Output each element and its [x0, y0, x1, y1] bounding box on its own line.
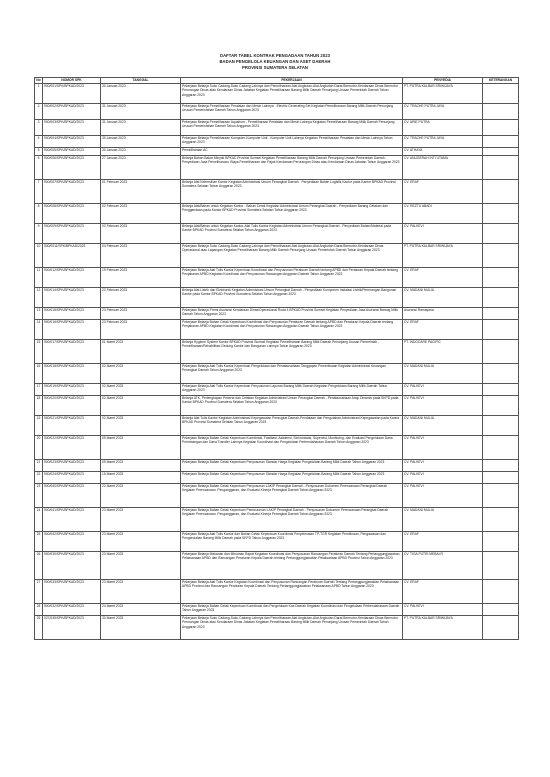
cell-nomor-spk: 900/022/SPK/BPKAD/2023 — [43, 436, 101, 460]
cell-penyedia: CV. MADANI MULIA — [403, 416, 483, 436]
cell-tanggal: 02 Maret 2023 — [101, 364, 181, 384]
cell-tanggal: 04 Februari 2023 — [101, 244, 181, 268]
cell-no: 1 — [35, 84, 43, 104]
cell-nomor-spk: 900/014/SPK/BPKAD/2023 — [43, 288, 101, 308]
table-row — [35, 104, 519, 120]
cell-nomor-spk: 900/018/SPK/BPKAD/2023 — [43, 364, 101, 384]
cell-tanggal: 09 Maret 2023 — [101, 436, 181, 460]
cell-keterangan — [483, 180, 519, 204]
cell-pekerjaan: Belanja Alat Listrik dan Elektronik Kegiatan Administrasi Umum Perangkat Daerah - Penyediaan Komponen Instalasi Listrik/Penerangan Bangunan Kantor pada Kantor BPKAD Provinsi Sumatera Selatan Tahun Anggaran 2023 — [181, 288, 403, 308]
cell-no: 21 — [35, 460, 43, 472]
cell-pekerjaan: Pekerjaan Belanja Bahan Cetak Kepentuan Penyusunan Standar Harga Kegiatan Pengelolaan Barang Milik Daerah Tahun Anggaran 2023 — [181, 472, 403, 484]
cell-pekerjaan: Belanja ATK, Perlengkapan Peserta dan Cetakan Kegiatan Administrasi Umum Perangkat Daerah - Penatausahaan Arsip Dinamis pada SKPD pada Kantor BPKAD Provinsi Sumatera Selatan Tahun Anggaran 2023 — [181, 396, 403, 416]
table-row — [35, 396, 519, 416]
cell-no: 28 — [35, 604, 43, 616]
cell-tanggal: 23 Maret 2023 — [101, 508, 181, 532]
cell-penyedia: CV. TRACHE PUTRA JAYA — [403, 136, 483, 148]
cell-nomor-spk: 900/017/SPK/BPKAD/2023 — [43, 340, 101, 364]
col-header-penyedia: PENYEDIA — [403, 78, 483, 84]
cell-pekerjaan: Belanja Alat/Bahan untuk Kegiatan Kantor-Alat Tulis Kantor Kegiatan Administrasi Umum Perangkat Daerah - Penyediaan Bahan/Material pada Kantor BPKAD Provinsi Sumatera Selatan Tahun Anggaran 2023 — [181, 224, 403, 244]
cell-keterangan — [483, 224, 519, 244]
cell-tanggal: 27 Januari 2023 — [101, 156, 181, 180]
cell-nomor-spk: 900/004/SPK/BPKAD/2023 — [43, 136, 101, 148]
cell-penyedia: CV. PALKEVI — [403, 460, 483, 472]
cell-no: 5 — [35, 148, 43, 156]
cell-keterangan — [483, 532, 519, 552]
cell-penyedia: Asuransi Ramayana — [403, 308, 483, 320]
cell-keterangan — [483, 288, 519, 308]
header-agency: BADAN PENGELOLA KEUANGAN DAN ASET DAERAH — [219, 59, 331, 64]
cell-penyedia: CV. ERAF — [403, 180, 483, 204]
contract-table — [34, 77, 519, 640]
cell-nomor-spk: 900/007/SPK/BPKAD/2023 — [43, 180, 101, 204]
cell-pekerjaan: Pekerjaan Belanja Premi Asuransi Kendaraan Dinas/Operasional Roda 4 BPKAD Provinsi Sumsel Kegiatan Penyediaan Jasa Asuransi Barang Milik Daerah Tahun Anggaran 2023 — [181, 308, 403, 320]
cell-no: 9 — [35, 224, 43, 244]
table-row — [35, 148, 519, 156]
cell-pekerjaan: Belanja Bahan Bakar Minyak BPKAD Provinsi Sumsel Kegiatan Pemeliharaan Barang Milik Daerah Penunjang Urusan Pemerintah Daerah - Penyediaan Jasa Pemeliharaan, Biaya Pemeliharaan dan Pajak Kendaraan Perorangan Dinas atau Kendaraan Dinas Jabatan Tahun Anggaran 2023 — [181, 156, 403, 180]
cell-no: 24 — [35, 508, 43, 532]
cell-pekerjaan: Pekerjaan Belanja Alat Tulis Kantor Kepentuan Koordinasi dan Penyusunan Peraturan Daerah tentang APBD dan Peraturan Kepala Daerah tentang Penjabaran APBD Kegiatan Koordinasi dan Penyusunan Rancangan Anggaran Daerah Tahun Anggaran 2023 — [181, 268, 403, 288]
cell-tanggal: 09 Maret 2023 — [101, 460, 181, 472]
cell-penyedia: CV. MADANI MULIA — [403, 508, 483, 532]
cell-nomor-spk: 900/024/SPK/BPKAD/2023 — [43, 472, 101, 484]
cell-keterangan — [483, 460, 519, 472]
cell-penyedia: CV. ERAF — [403, 268, 483, 288]
cell-pekerjaan: Belanja Alat Kebersihan Kantor Kegiatan Administrasi Umum Perangkat Daerah - Penyediaan Bahan Logistik Kantor pada Kantor BPKAD Provinsi Sumatera Selatan Tahun Anggaran 2023 — [181, 180, 403, 204]
table-row — [35, 472, 519, 484]
cell-keterangan — [483, 396, 519, 416]
cell-penyedia: CV. TRACHE PUTRA JAYA — [403, 104, 483, 120]
cell-keterangan — [483, 416, 519, 436]
cell-pekerjaan: Pemeliharaan AC — [181, 148, 403, 156]
cell-pekerjaan: Pekerjaan Belanja Pemeliharaan Peralatan dan Mesin Lainnya - Electric Generating Set Kegiatan Pemeliharaan Barang Milik Daerah Penunjang Urusan Pemerintahan Daerah Tahun Anggaran 2023 — [181, 104, 403, 120]
cell-keterangan — [483, 436, 519, 460]
cell-penyedia: PT. PUTRA KALBAR SRIWIJAYA — [403, 616, 483, 640]
cell-tanggal: 31 Januari 2023 — [101, 104, 181, 120]
cell-keterangan — [483, 616, 519, 640]
cell-penyedia: PT. PUTRA KALBAR SRIWIJAYA — [403, 244, 483, 268]
table-row — [35, 320, 519, 340]
cell-no: 11 — [35, 268, 43, 288]
table-row — [35, 156, 519, 180]
cell-no: 8 — [35, 204, 43, 224]
cell-nomor-spk: 900/042/SPK/BPKAD/2023 — [43, 532, 101, 552]
header-province: PROVINSI SUMATERA SELATAN — [241, 65, 308, 70]
cell-tanggal: 01 Februari 2023 — [101, 180, 181, 204]
table-row — [35, 436, 519, 460]
cell-pekerjaan: Pekerjaan Belanja Alat Tulis Kantor Kegiatan Koordinasi dan Penyusunan Rancangan Peraturan Daerah Tentang Pertanggungjawaban Pelaksanaan APBD Provinsi dan Rancangan Peraturan Kepala Daerah Tentang Pertanggungjawaban Pelaksanaan APBD Tahun Anggaran 2023 — [181, 580, 403, 604]
cell-pekerjaan: Pekerjaan Belanja Bahan Cetak Kepentuan Koordinasi dan Penyusunan Peraturan Daerah tentang APBD dan Peraturan Kepala Daerah tentang Penjabaran APBD Kegiatan Koordinasi dan Penyusunan Rancangan Anggaran Daerah Tahun Anggaran 2023 — [181, 320, 403, 340]
cell-keterangan — [483, 552, 519, 580]
table-row — [35, 460, 519, 472]
cell-pekerjaan: Belanja Alat/Bahan untuk Kegiatan Kantor - Bahan Cetak Kegiatan Administrasi Umum Perangkat Daerah - Penyediaan Barang Cetakan dan Penggandaan pada Kantor BPKAD Provinsi Sumatera Selatan Tahun Anggaran 2023 — [181, 204, 403, 224]
cell-tanggal: 15 Maret 2023 — [101, 472, 181, 484]
cell-keterangan — [483, 508, 519, 532]
cell-no: 18 — [35, 396, 43, 416]
cell-pekerjaan: Pekerjaan Belanja Bahan Cetak Kepentuan Koordinasi, Fasilitasi, Asistensi, Sinkronisasi, Supervisi, Monitoring, dan Evaluasi Pengelolaan Dana Perimbangan dan Dana Transfer Lainnya Kegiatan Koordinasi dan Pengelolaan Perbendaharaan Daerah Tahun Anggaran 2023 — [181, 436, 403, 460]
cell-penyedia: CV. MADANI MULIA — [403, 364, 483, 384]
cell-nomor-spk: 900/0011/SPK/BPKAD/2023 — [43, 244, 101, 268]
cell-keterangan — [483, 104, 519, 120]
cell-tanggal: 02 Maret 2023 — [101, 416, 181, 436]
cell-keterangan — [483, 244, 519, 268]
cell-penyedia: CV. ARIE PUTRA — [403, 120, 483, 136]
cell-no: 16 — [35, 364, 43, 384]
table-row — [35, 604, 519, 616]
col-header-tanggal: TANGGAL — [101, 78, 181, 84]
cell-no: 12 — [35, 288, 43, 308]
cell-no: 14 — [35, 320, 43, 340]
cell-tanggal: 02 Maret 2023 — [101, 396, 181, 416]
cell-tanggal: 02 Februari 2023 — [101, 224, 181, 244]
cell-pekerjaan: Pekerjaan Belanja Bahan Cetak Kepentuan Penyusunan Standar Harga Kegiatan Pengelolaan Barang Milik Daerah Tahun Anggaran 2023 — [181, 460, 403, 472]
cell-pekerjaan: Belanja Alat Tulis Kantor Kegiatan Administrasi Kepegawaian Perangkat Daerah-Pendataan dan Pengolahan Administrasi Kepegawaian pada Kantor BPKAD Provinsi Sumatera Selatan Tahun Anggaran 2023 — [181, 416, 403, 436]
cell-tanggal: 30 Januari 2023 — [101, 148, 181, 156]
cell-penyedia: CV. PALKEVI — [403, 384, 483, 396]
cell-nomor-spk: 900/040/SPK/BPKAD/2023 — [43, 484, 101, 508]
cell-pekerjaan: Pekerjaan Belanja Bahan Cetak Kepentuan Koordinasi dan Pengelolaan Kas Daerah Kegiatan Koordinasi dan Pengelolaan Perbendaharaan Daerah Tahun Anggaran 2023 — [181, 604, 403, 616]
table-row — [35, 416, 519, 436]
cell-pekerjaan: Pekerjaan Belanja Makanan dan Minuman Rapat Kegiatan Koordinasi dan Penyusunan Rancangan Peraturan Daerah Tentang Pertanggungjawaban Pelaksanaan APBD dan Rancangan Peraturan Kepala Daerah tentang Pertanggungjawaban Pelaksanaan APBD Provinsi Tahun Anggaran 2023 — [181, 552, 403, 580]
cell-no: 26 — [35, 552, 43, 580]
cell-penyedia: CV. ANUGERAH INTI UTAMA — [403, 156, 483, 180]
cell-no: 10 — [35, 244, 43, 268]
cell-nomor-spk: 900/001/SPK/BPKAD/2023 — [43, 84, 101, 104]
table-row — [35, 484, 519, 508]
cell-nomor-spk: 900/033/SPK/BPKAD/2023 — [43, 580, 101, 604]
table-row — [35, 120, 519, 136]
cell-pekerjaan: Belanja Hygiene System Kantor BPKAD Provinsi Sumsel Kegiatan Pemeliharaan Barang Milik Daerah Penunjang Urusan Pemerintah - Pemeliharaan/Rehabilitasi Gedung Kantor dan Bangunan Lainnya Tahun Anggaran 2023 — [181, 340, 403, 364]
cell-nomor-spk: 900/008/SPK/BPKAD/2023 — [43, 204, 101, 224]
cell-pekerjaan: Pekerjaan Belanja Bahan Cetak Kepentuan Penyusunan LAKIP Perangkat Daerah - Penyusunan Dokumen Perencanaan Perangkat Daerah Kegiatan Perencanaan, Penganggaran, dan Evaluasi Kinerja Perangkat Daerah Tahun Anggaran 2023 — [181, 484, 403, 508]
cell-nomor-spk: 900/023/SPK/BPKAD/2023 — [43, 460, 101, 472]
cell-tanggal: 23 Maret 2023 — [101, 552, 181, 580]
table-row — [35, 340, 519, 364]
cell-keterangan — [483, 136, 519, 148]
cell-nomor-spk: 900/009/SPK/BPKAD/2023 — [43, 224, 101, 244]
cell-tanggal: 30 Maret 2023 — [101, 616, 181, 640]
cell-no: 27 — [35, 580, 43, 604]
cell-keterangan — [483, 156, 519, 180]
cell-penyedia: CV. PALKEVI — [403, 396, 483, 416]
cell-no: 6 — [35, 156, 43, 180]
cell-penyedia: CV. PALKEVI — [403, 224, 483, 244]
cell-keterangan — [483, 484, 519, 508]
cell-pekerjaan: Pekerjaan Belanja Alat Tulis Kantor dan Bahan Cetak Kepentuan Koordinasi Penyelesaian TP-TGR Kegiatan Pembinaan, Pengawasan dan Pengendalian Barang Milik Daerah pada SKPD Tahun Anggaran 2023 — [181, 532, 403, 552]
cell-tanggal: 22 Februari 2023 — [101, 288, 181, 308]
cell-no: 23 — [35, 484, 43, 508]
table-row — [35, 268, 519, 288]
cell-penyedia: PT. PUTRA KALBAR SRIWIJAYA — [403, 84, 483, 104]
table-row — [35, 288, 519, 308]
table-row — [35, 384, 519, 396]
cell-tanggal: 23 Februari 2023 — [101, 308, 181, 320]
cell-nomor-spk: 027/035/SPK/BPKAD/2023 — [43, 616, 101, 640]
cell-no: 29 — [35, 616, 43, 640]
table-row — [35, 180, 519, 204]
cell-nomor-spk: 900/002/SPK/BPKAD/2023 — [43, 104, 101, 120]
cell-tanggal: 01 Maret 2023 — [101, 340, 181, 364]
cell-keterangan — [483, 268, 519, 288]
cell-keterangan — [483, 340, 519, 364]
cell-tanggal: 02 Februari 2023 — [101, 204, 181, 224]
col-header-no: No — [36, 78, 41, 83]
cell-keterangan — [483, 84, 519, 104]
cell-keterangan — [483, 148, 519, 156]
cell-tanggal: 19 Februari 2023 — [101, 268, 181, 288]
cell-penyedia: CV. ERAF — [403, 532, 483, 552]
cell-no: 13 — [35, 308, 43, 320]
cell-pekerjaan: Pekerjaan Belanja Alat Tulis Kantor Kepentuan Penyusunan Laporan Barang Milik Daerah Kegiatan Pengelolaan Barang Milik Daerah Tahun Anggaran 2023 — [181, 384, 403, 396]
cell-no: 3 — [35, 120, 43, 136]
cell-nomor-spk: 900/021/SPK/BPKAD/2023 — [43, 416, 101, 436]
cell-nomor-spk: 900/019/SPK/BPKAD/2023 — [43, 384, 101, 396]
cell-no: 25 — [35, 532, 43, 552]
cell-keterangan — [483, 320, 519, 340]
cell-nomor-spk: 900/020/SPK/BPKAD/2023 — [43, 396, 101, 416]
cell-pekerjaan: Pekerjaan Belanja Suku Cadang-Suku Cadang Lainnya dan Pemeliharaan Alat Angkutan-Alat Angkutan Darat Bermotor-Kendaraan Dinas Bermotor Perorangan Dinas atau Kendaraan Dinas Jabatan Kegiatan Pemeliharaan Barang Milik Daerah Penunjang Urusan Pemerintah Daerah Tahun Anggaran 2023 — [181, 616, 403, 640]
cell-nomor-spk: 900/032/SPK/BPKAD/2023 — [43, 604, 101, 616]
cell-tanggal: 23 Maret 2023 — [101, 580, 181, 604]
cell-penyedia: CV. ERAF — [403, 320, 483, 340]
cell-keterangan — [483, 120, 519, 136]
cell-penyedia: CV. PALKEVI — [403, 472, 483, 484]
table-row — [35, 308, 519, 320]
header-title: DAFTAR TABEL KONTRAK PENGADAAN TAHUN 2023 — [220, 53, 330, 58]
table-row — [35, 616, 519, 640]
cell-no: 7 — [35, 180, 43, 204]
cell-keterangan — [483, 472, 519, 484]
cell-no: 2 — [35, 104, 43, 120]
cell-keterangan — [483, 364, 519, 384]
cell-tanggal: 24 Maret 2023 — [101, 604, 181, 616]
cell-nomor-spk: 900/005/SPK/BPKAD/2023 — [43, 148, 101, 156]
cell-keterangan — [483, 308, 519, 320]
cell-penyedia: CV. MADANI MULIA — [403, 288, 483, 308]
cell-no: 22 — [35, 472, 43, 484]
cell-penyedia: CV. PALKEVI — [403, 484, 483, 508]
cell-nomor-spk: 900/041/SPK/BPKAD/2023 — [43, 508, 101, 532]
document-header — [0, 53, 550, 71]
cell-keterangan — [483, 580, 519, 604]
cell-tanggal: 02 Maret 2023 — [101, 384, 181, 396]
cell-tanggal: 31 Januari 2023 — [101, 120, 181, 136]
table-row — [35, 224, 519, 244]
cell-penyedia: CV. PALKEVI — [403, 436, 483, 460]
cell-nomor-spk: 900/012/SPK/BPKAD/2023 — [43, 268, 101, 288]
table-row — [35, 84, 519, 104]
cell-penyedia: CV. PALKEVI — [403, 604, 483, 616]
cell-pekerjaan: Pekerjaan Belanja Suku Cadang-Suku Cadang Lainnya dan Pemeliharaan Alat Angkutan-Alat Angkutan Darat Bermotor-Kendaraan Dinas Operasional atau Lapangan Kegiatan Pemeliharaan Barang Milik Daerah Penunjang Urusan Pemerintah Daerah Tahun Anggaran 2023 — [181, 244, 403, 268]
col-header-keterangan: KETERANGAN — [483, 78, 519, 84]
cell-penyedia: CV. ATHAYA — [403, 148, 483, 156]
table-row — [35, 136, 519, 148]
cell-penyedia: PT. INDOCARE PACIFIC — [403, 340, 483, 364]
col-header-spk: NOMOR SPK — [43, 78, 101, 84]
table-row — [35, 580, 519, 604]
col-header-pekerjaan: PEKERJAAN — [181, 78, 403, 84]
cell-no: 20 — [35, 436, 43, 460]
table-row — [35, 364, 519, 384]
cell-pekerjaan: Pekerjaan Belanja Bahan Cetak Kepentuan Pemicuuman LAKIP Perangkat Daerah - Penyusunan Dokumen Perencanaan Perangkat Daerah Kegiatan Perencanaan, Penganggaran, dan Evaluasi Kinerja Perangkat Daerah Tahun Anggaran 2023 — [181, 508, 403, 532]
cell-pekerjaan: Pekerjaan Belanja Suku Cadang-Suku Cadang Lainnya dan Pemeliharaan Alat Angkutan-Alat Angkutan Darat Bermotor-Kendaraan Dinas Bermotor Perorangan Dinas atau Kendaraan Dinas Jabatan Kegiatan Pemeliharaan Barang Milik Daerah Penunjang Urusan Pemerintah Daerah Tahun Anggaran 2023 — [181, 84, 403, 104]
table-row — [35, 552, 519, 580]
table-row — [35, 532, 519, 552]
cell-no: 4 — [35, 136, 43, 148]
cell-nomor-spk: 900/015/SPK/BPKAD/2023 — [43, 308, 101, 320]
cell-tanggal: 23 Februari 2023 — [101, 320, 181, 340]
cell-no: 17 — [35, 384, 43, 396]
cell-pekerjaan: Pekerjaan Belanja Alat Tulis Kantor Kepentuan Pengelolaan dan Penatausahaan Tanggapan Pemeriksaan Kegiatan Administrasi Keuangan Perangkat Daerah Tahun Anggaran 2023 — [181, 364, 403, 384]
cell-nomor-spk: 900/003/SPK/BPKAD/2023 — [43, 120, 101, 136]
cell-penyedia: CV. REZTU ABADI — [403, 204, 483, 224]
cell-keterangan — [483, 384, 519, 396]
cell-tanggal: 22 Maret 2023 — [101, 484, 181, 508]
cell-pekerjaan: Pekerjaan Belanja Pemeliharaan Komputer-Komputer Unit - Komputer Unit Lainnya Kegiatan Pemeliharaan Peralatan dan Mesin Lainnya Tahun Anggaran 2023 — [181, 136, 403, 148]
cell-nomor-spk: 900/006/SPK/BPKAD/2023 — [43, 156, 101, 180]
table-row — [35, 508, 519, 532]
cell-no: 19 — [35, 416, 43, 436]
cell-keterangan — [483, 204, 519, 224]
table-row — [35, 244, 519, 268]
cell-nomor-spk: 900/016/SPK/BPKAD/2023 — [43, 320, 101, 340]
cell-nomor-spk: 900/030/SPK/BPKAD/2023 — [43, 552, 101, 580]
cell-tanggal: 23 Maret 2023 — [101, 532, 181, 552]
cell-tanggal: 30 Januari 2023 — [101, 136, 181, 148]
table-row — [35, 204, 519, 224]
cell-no: 15 — [35, 340, 43, 364]
cell-penyedia: CV. ERAF — [403, 580, 483, 604]
cell-keterangan — [483, 604, 519, 616]
table-body — [35, 84, 519, 640]
cell-penyedia: CV. TIGA PUTRI MEBALR — [403, 552, 483, 580]
cell-tanggal: 30 Januari 2023 — [101, 84, 181, 104]
cell-pekerjaan: Pekerjaan Belanja Pemeliharaan Aquarium - Pemeliharaan Peralatan dan Mesin Lainnya Kegiatan Pemeliharaan Barang Milik Daerah Penunjang Urusan Pemerintahan Daerah Tahun Anggaran 2023 — [181, 120, 403, 136]
